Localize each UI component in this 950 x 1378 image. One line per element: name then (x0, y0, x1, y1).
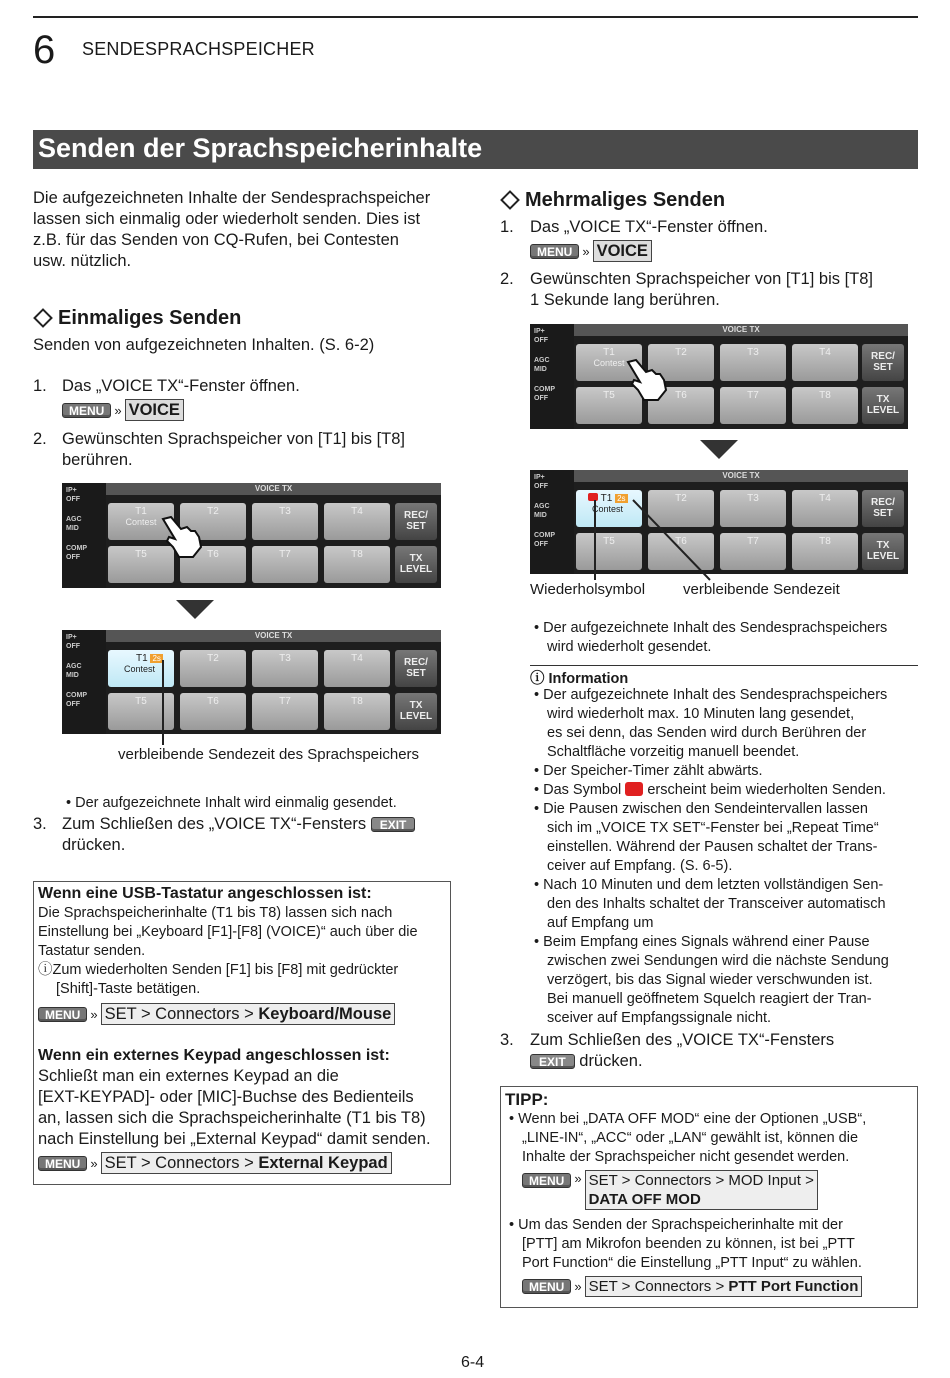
t5-button[interactable]: T5 (576, 387, 642, 424)
t2-button[interactable]: T2 (648, 344, 714, 381)
t2-button[interactable]: T2 (648, 490, 714, 527)
info-heading: ⓘ Information (530, 671, 629, 687)
info-icon: ⓘ (38, 962, 53, 978)
t5-button[interactable]: T5 (576, 533, 642, 570)
rec-set-button[interactable]: REC/ SET (395, 650, 437, 687)
t5-button[interactable]: T5 (108, 693, 174, 730)
section-title: Senden der Sprachspeicherinhalte (38, 133, 483, 163)
chapter-title: SENDESPRACHSPEICHER (82, 39, 315, 59)
tipp-content: TIPP: • Wenn bei „DATA OFF MOD“ eine der Optionen „USB“, „LINE-IN“, „ACC“ oder „LAN“ gewählt ist, können die Inhalte der Sprachspeicher nicht gesendet werden. MENU » SET > Connectors > MOD Input > DATA OFF MOD • Um das Senden der Sprachspeicherinhalte mit der [PTT] am Mikrofon beenden zu können, ist bei „PTT Port Function“ die Einstellung „PTT Input“ zu wählen. MENU » SET > Connectors > PTT Port Function (505, 1090, 867, 1295)
tx-level-button[interactable]: TX LEVEL (395, 546, 437, 583)
t3-button[interactable]: T3 (720, 490, 786, 527)
menu-key: MENU (38, 1007, 87, 1022)
t1-button-active[interactable]: T1 2s Contest (108, 650, 174, 687)
menu-key: MENU (38, 1156, 87, 1171)
repeat-icon (625, 782, 643, 796)
tx-level-button[interactable]: TX LEVEL (862, 387, 904, 424)
voice-tx-screen: IP+ OFF AGC MID COMP OFF VOICE TX T1 Contest T2 T3 T4 T5 T6 T7 T8 REC/ SET TX LEVEL (530, 324, 908, 429)
menu-key: MENU (522, 1173, 571, 1188)
arrow-down-icon (700, 440, 738, 459)
diamond-icon (500, 190, 520, 210)
mehrmalig-bullet: • Der aufgezeichnete Inhalt des Sendesprachspeichers wird wiederholt gesendet. (534, 620, 888, 655)
tx-level-button[interactable]: TX LEVEL (862, 533, 904, 570)
tipp-path-1: SET > Connectors > MOD Input > DATA OFF MOD (585, 1170, 818, 1210)
t4-button[interactable]: T4 (792, 344, 858, 381)
menu-key: MENU (62, 403, 111, 418)
t1-button[interactable]: T1 Contest (576, 344, 642, 381)
keypad-section: Wenn ein externes Keypad angeschlossen ist: Schließt man ein externes Keypad an die [EXT-KEYPAD]- oder [MIC]-Buchse des Bedienteils an, lassen sich die Sprachspeicherinhalte (T1 bis T8) nach Einstellung bei „External Keypad“ damit senden. MENU » SET > Connectors > External Keypad (38, 1047, 431, 1172)
top-rule (33, 16, 918, 18)
step-number: 2. (33, 430, 47, 448)
voice-tx-screen-result: IP+ OFF AGC MID COMP OFF VOICE TX T1 2s Contest T2 T3 T4 T5 T6 T7 T8 REC/ SET TX LEVEL (530, 470, 908, 574)
divider (530, 665, 918, 666)
intro-paragraph: Die aufgezeichneten Inhalte der Sendesprachspeicher lassen sich einmalig oder wiederholt senden. Dies ist z.B. für das Senden von CQ-Rufen, bei Contesten usw. nützlich. (33, 189, 431, 270)
step-number: 1. (500, 218, 514, 236)
step3-text: Zum Schließen des „VOICE TX“-Fensters EXIT drücken. (530, 1031, 835, 1070)
step1-text: Das „VOICE TX“-Fenster öffnen. (530, 218, 768, 236)
heading-einmalig: Einmaliges Senden (33, 307, 241, 330)
diamond-icon (33, 308, 53, 328)
step-number: 2. (500, 270, 514, 288)
voice-tx-screen: IP+ OFF AGC MID COMP OFF VOICE TX T1 Contest T2 T3 T4 T5 T6 T7 T8 REC/ SET TX LEVEL (62, 483, 441, 588)
t7-button[interactable]: T7 (252, 546, 318, 583)
step-number: 3. (500, 1031, 514, 1049)
t6-button[interactable]: T6 (180, 693, 246, 730)
exit-key: EXIT (530, 1054, 575, 1069)
menu-path: MENU » VOICE (530, 240, 652, 262)
einmalig-bullet: • Der aufgezeichnete Inhalt wird einmalig gesendet. (66, 795, 397, 811)
t1-button-active[interactable]: T1 2s Contest (576, 490, 642, 527)
chapter-number: 6 (33, 28, 56, 72)
label-repeat-symbol: Wiederholsymbol (530, 581, 646, 598)
t2-button[interactable]: T2 (180, 650, 246, 687)
keypad-path: SET > Connectors > External Keypad (101, 1152, 392, 1174)
t8-button[interactable]: T8 (792, 533, 858, 570)
tx-level-button[interactable]: TX LEVEL (395, 693, 437, 730)
t4-button[interactable]: T4 (324, 650, 390, 687)
step2-text: Gewünschten Sprachspeicher von [T1] bis [T8] 1 Sekunde lang berühren. (530, 270, 874, 309)
hand-pointer-icon (157, 513, 207, 563)
rec-set-button[interactable]: REC/ SET (862, 490, 904, 527)
arrow-down-icon (176, 600, 214, 619)
t7-button[interactable]: T7 (720, 387, 786, 424)
callout-line (162, 660, 164, 745)
t2-button[interactable]: T2 (180, 503, 246, 540)
usb-path: SET > Connectors > Keyboard/Mouse (101, 1003, 396, 1025)
t8-button[interactable]: T8 (792, 387, 858, 424)
t4-button[interactable]: T4 (324, 503, 390, 540)
info-list: • Der aufgezeichnete Inhalt des Sendesprachspeichers wird wiederholt max. 10 Minuten lang gesendet, es sei denn, das Senden wird durch Berühren der Schaltfläche vorzeitig manuell beendet. • Der Speicher-Timer zählt abwärts. • Das Symbol erscheint beim wiederholten Senden. • Die Pausen zwischen den Sendeintervallen lassen sich im „VOICE TX SET“-Fenster bei „Repeat Time“ einstellen. Während der Pausen schaltet der Trans- ceiver auf Empfang. (S. 6-5). • Nach 10 Minuten und dem letzten vollständigen Sen- den des Inhalts schaltet der Transceiver automatisch auf Empfang um • Beim Empfang eines Signals während einer Pause zwischen zwei Sendungen wird die nächste Sendung verzögert, bis das Signal wieder verschwunden ist. Bei manuell geöffnetem Squelch reagiert der Tran- sceiver auf Empfangssignale nicht. (534, 687, 889, 1026)
heading-mehrmalig: Mehrmaliges Senden (500, 189, 725, 212)
menu-key: MENU (522, 1279, 571, 1294)
page-number: 6-4 (461, 1354, 485, 1371)
t7-button[interactable]: T7 (252, 693, 318, 730)
t6-button[interactable]: T6 (648, 387, 714, 424)
t7-button[interactable]: T7 (720, 533, 786, 570)
t8-button[interactable]: T8 (324, 693, 390, 730)
t3-button[interactable]: T3 (252, 650, 318, 687)
voice-key: VOICE (125, 399, 184, 421)
step-number: 1. (33, 377, 47, 395)
label-remaining-time: verbleibende Sendezeit (683, 581, 840, 598)
rec-set-button[interactable]: REC/ SET (395, 503, 437, 540)
t5-button[interactable]: T5 (108, 546, 174, 583)
t6-button[interactable]: T6 (648, 533, 714, 570)
t1-button[interactable]: T1 Contest (108, 503, 174, 540)
step3-text: Zum Schließen des „VOICE TX“-Fensters EXIT drücken. (62, 814, 415, 856)
section-banner (33, 130, 918, 169)
step1-text: Das „VOICE TX“-Fenster öffnen. (62, 377, 300, 395)
step-number: 3. (33, 815, 47, 833)
t6-button[interactable]: T6 (180, 546, 246, 583)
callout-label: verbleibende Sendezeit des Sprachspeichers (118, 746, 420, 763)
t4-button[interactable]: T4 (792, 490, 858, 527)
usb-section: Wenn eine USB-Tastatur angeschlossen ist: Die Sprachspeicherinhalte (T1 bis T8) lassen sich nach Einstellung bei „Keyboard [F1]-[F8] (VOICE)“ auch über die Tastatur senden. ⓘZum wiederholten Senden [F1] bis [F8] mit gedrückter [Shift]-Taste betätigen. MENU » SET > Connectors > Keyboard/Mouse (38, 885, 418, 1023)
step2-text: Gewünschten Sprachspeicher von [T1] bis [T8] berühren. (62, 430, 406, 469)
voice-key: VOICE (593, 240, 652, 262)
t3-button[interactable]: T3 (720, 344, 786, 381)
einmalig-subtitle: Senden von aufgezeichneten Inhalten. (S. 6-2) (33, 336, 375, 354)
exit-key: EXIT (371, 817, 416, 832)
rec-set-button[interactable]: REC/ SET (862, 344, 904, 381)
voice-tx-screen-result: IP+ OFF AGC MID COMP OFF VOICE TX T1 2s Contest T2 T3 T4 T5 T6 T7 T8 REC/ SET TX LEVEL (62, 630, 441, 734)
t8-button[interactable]: T8 (324, 546, 390, 583)
menu-key: MENU (530, 244, 579, 259)
t3-button[interactable]: T3 (252, 503, 318, 540)
hand-pointer-icon (622, 356, 672, 406)
callout-lines (530, 495, 730, 585)
tipp-path-2: SET > Connectors > PTT Port Function (585, 1276, 863, 1297)
menu-path: MENU » VOICE (62, 399, 184, 421)
